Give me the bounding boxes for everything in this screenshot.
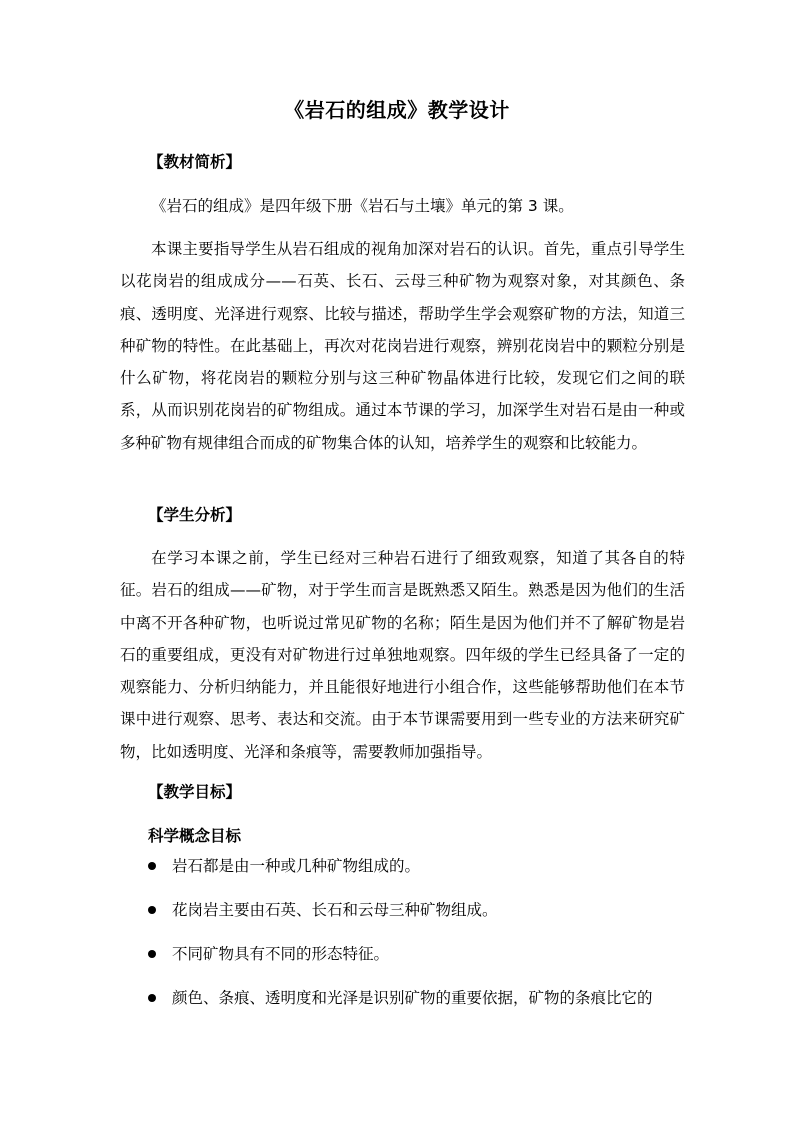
paragraph-student-analysis: 在学习本课之前，学生已经对三种岩石进行了细致观察，知道了其各自的特征。岩石的组成——矿物，对于学生而言是既熟悉又陌生。熟悉是因为他们的生活中离不开各种矿物，也听说过常见矿物的名称；陌生是因为他们并不了解矿物是岩石的重要组成，更没有对矿物进行过单独地观察。四年级的学生已经具备了一定的观察能力、分析归纳能力，并且能很好地进行小组合作，这些能够帮助他们在本节课中进行观察、思考、表达和交流。由于本节课需要用到一些专业的方法来研究矿物，比如透明度、光泽和条痕等，需要教师加强指导。 [120,549,685,761]
bullet-dot-icon [148,994,156,1002]
goal-list [120,855,690,1031]
document-title: 《岩石的组成》教学设计 [284,98,510,122]
list-item [120,943,690,965]
bullet-dot-icon [148,862,156,870]
bullet-dot-icon [148,950,156,958]
list-item [120,899,690,921]
section-heading-teaching-goals: 【教学目标】 [148,783,242,801]
list-item-text: 花岗岩主要由石英、长石和云母三种矿物组成。 [172,901,498,919]
list-item-text: 不同矿物具有不同的形态特征。 [172,945,390,963]
bullet-dot-icon [148,906,156,914]
section-heading-textbook-analysis: 【教材简析】 [148,153,242,171]
list-item [120,855,690,877]
paragraph-lesson-position: 《岩石的组成》是四年级下册《岩石与土壤》单元的第 3 课。 [151,197,574,215]
subheading-science-concepts: 科学概念目标 [148,827,242,845]
list-item [120,987,690,1009]
list-item-text: 岩石都是由一种或几种矿物组成的。 [172,857,421,875]
list-item-text: 颜色、条痕、透明度和光泽是识别矿物的重要依据，矿物的条痕比它的 [172,989,653,1007]
section-heading-student-analysis: 【学生分析】 [148,506,242,524]
paragraph-lesson-content: 本课主要指导学生从岩石组成的视角加深对岩石的认识。首先，重点引导学生以花岗岩的组成成分——石英、长石、云母三种矿物为观察对象，对其颜色、条痕、透明度、光泽进行观察、比较与描述，帮助学生学会观察矿物的方法，知道三种矿物的特性。在此基础上，再次对花岗岩进行观察，辨别花岗岩中的颗粒分别是什么矿物，将花岗岩的颗粒分别与这三种矿物晶体进行比较，发现它们之间的联系，从而识别花岗岩的矿物组成。通过本节课的学习，加深学生对岩石是由一种或多种矿物有规律组合而成的矿物集合体的认知，培养学生的观察和比较能力。 [120,240,685,452]
